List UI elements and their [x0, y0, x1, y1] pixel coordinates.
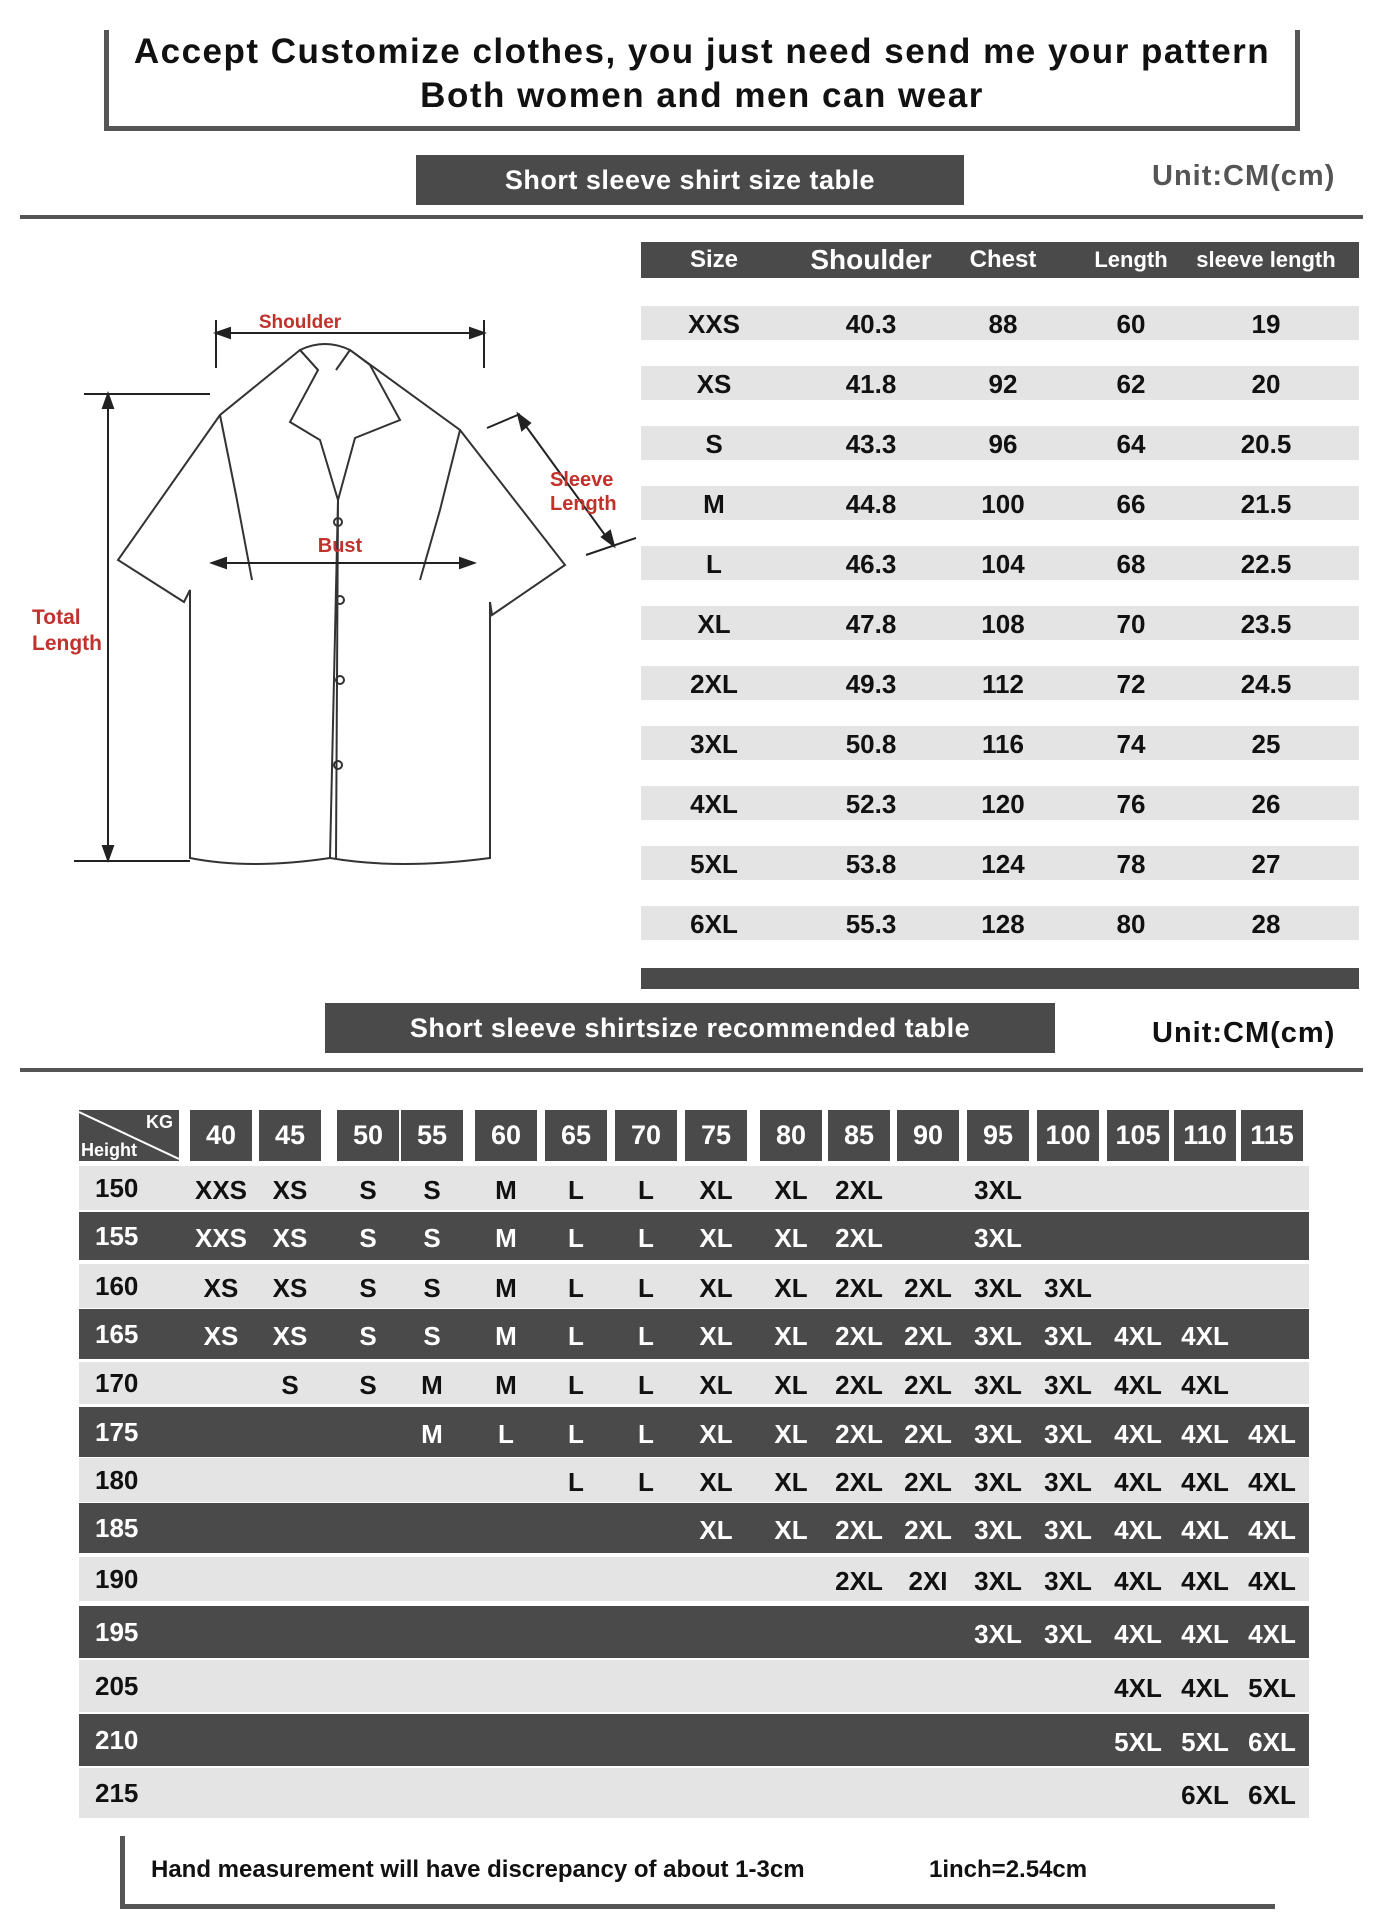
size-recommendation: 4XL [1248, 1619, 1296, 1649]
size-cell: 6XL [690, 909, 738, 939]
grid-row [79, 1264, 1309, 1308]
size-cell: 20.5 [1240, 429, 1292, 459]
size-cell: 44.8 [845, 489, 897, 519]
size-cell: 5XL [690, 849, 738, 879]
banner-line-1: Accept Customize clothes, you just need send me your pattern [133, 32, 1271, 71]
size-recommendation: M [421, 1419, 443, 1449]
size-recommendation: 4XL [1181, 1370, 1229, 1400]
size-recommendation: 2XL [835, 1175, 883, 1205]
size-cell: 124 [981, 849, 1025, 879]
size-recommendation: M [495, 1223, 517, 1253]
size-recommendation: 4XL [1181, 1566, 1229, 1596]
weight-header-cell: 70 [615, 1110, 677, 1161]
size-recommendation: 2XL [904, 1515, 952, 1545]
size-recommendation: L [568, 1273, 584, 1303]
size-cell: XXS [687, 309, 741, 339]
size-recommendation: S [423, 1223, 441, 1253]
size-recommendation: L [498, 1419, 514, 1449]
height-label: 170 [95, 1368, 139, 1398]
size-recommendation: S [281, 1370, 299, 1400]
height-label: 215 [95, 1778, 139, 1808]
size-recommendation: 3XL [974, 1273, 1022, 1303]
size-cell: 68 [1116, 549, 1146, 579]
size-recommendation: S [423, 1273, 441, 1303]
weight-header-cell: 55 [401, 1110, 463, 1161]
size-recommendation: 3XL [1044, 1515, 1092, 1545]
size-recommendation: S [359, 1370, 377, 1400]
size-cell: 66 [1116, 489, 1146, 519]
size-cell: 2XL [690, 669, 738, 699]
weight-header-cell: 40 [190, 1110, 252, 1161]
size-recommendation: 4XL [1248, 1467, 1296, 1497]
size-recommendation: 4XL [1181, 1619, 1229, 1649]
weight-header-cell: 65 [545, 1110, 607, 1161]
size-recommendation: 2XL [904, 1273, 952, 1303]
size-cell: 50.8 [845, 729, 897, 759]
size-recommendation: L [638, 1175, 654, 1205]
size-cell: 55.3 [845, 909, 897, 939]
height-label: 190 [95, 1564, 139, 1594]
height-label: 180 [95, 1465, 139, 1495]
size-table-title: Short sleeve shirt size table [416, 155, 964, 205]
measurement-note: Hand measurement will have discrepancy of about 1-3cm [151, 1856, 805, 1883]
size-row [641, 786, 1359, 820]
size-recommendation: 3XL [974, 1619, 1022, 1649]
size-cell: 100 [981, 489, 1025, 519]
size-recommendation: L [638, 1223, 654, 1253]
weight-header-cell: 45 [259, 1110, 321, 1161]
size-recommendation: L [568, 1175, 584, 1205]
shoulder-label: Shoulder [258, 312, 342, 333]
size-recommendation: 6XL [1248, 1780, 1296, 1810]
size-row [641, 666, 1359, 700]
size-cell: 88 [988, 309, 1018, 339]
size-recommendation: 4XL [1114, 1419, 1162, 1449]
size-recommendation: XL [774, 1273, 808, 1303]
size-recommendation: XL [699, 1321, 733, 1351]
size-recommendation: 3XL [1044, 1419, 1092, 1449]
size-cell: 46.3 [845, 549, 897, 579]
size-recommendation: 2XL [904, 1419, 952, 1449]
size-recommendation: 6XL [1248, 1727, 1296, 1757]
size-recommendation: 4XL [1248, 1566, 1296, 1596]
height-label: 185 [95, 1513, 139, 1543]
size-cell: 3XL [690, 729, 738, 759]
grid-row [79, 1362, 1309, 1404]
size-table-footer-bar [641, 968, 1359, 989]
weight-header-cell: 110 [1174, 1110, 1236, 1161]
size-cell: L [706, 549, 722, 579]
size-recommendation: 3XL [974, 1467, 1022, 1497]
size-cell: 108 [981, 609, 1025, 639]
weight-header-cell: 100 [1037, 1110, 1099, 1161]
size-recommendation: XS [203, 1321, 239, 1351]
size-cell: 76 [1116, 789, 1146, 819]
grid-row [79, 1557, 1309, 1601]
size-recommendation: 4XL [1181, 1467, 1229, 1497]
size-recommendation: 2XL [835, 1273, 883, 1303]
size-recommendation: 4XL [1114, 1467, 1162, 1497]
size-recommendation: 5XL [1181, 1727, 1229, 1757]
grid-row [79, 1309, 1309, 1359]
header-size: Size [689, 246, 739, 273]
size-recommendation: 3XL [974, 1321, 1022, 1351]
height-label: 210 [95, 1725, 139, 1755]
size-recommendation: 2XL [835, 1515, 883, 1545]
header-length: Length [1094, 247, 1168, 272]
size-row [641, 546, 1359, 580]
size-row [641, 426, 1359, 460]
size-recommendation: 3XL [974, 1419, 1022, 1449]
size-recommendation: XS [203, 1273, 239, 1303]
size-recommendation: XL [699, 1370, 733, 1400]
size-recommendation: 4XL [1114, 1515, 1162, 1545]
size-cell: 47.8 [845, 609, 897, 639]
size-row [641, 486, 1359, 520]
size-recommendation: 5XL [1114, 1727, 1162, 1757]
size-cell: 92 [988, 369, 1018, 399]
height-label: 160 [95, 1271, 139, 1301]
size-cell: M [703, 489, 725, 519]
size-row [641, 846, 1359, 880]
size-recommendation: S [359, 1321, 377, 1351]
size-cell: 112 [982, 669, 1024, 699]
size-cell: 74 [1116, 729, 1146, 759]
size-recommendation: 4XL [1181, 1673, 1229, 1703]
size-recommendation: 4XL [1248, 1515, 1296, 1545]
size-recommendation: L [638, 1273, 654, 1303]
size-recommendation: XL [774, 1419, 808, 1449]
grid-row [79, 1768, 1309, 1818]
size-cell: 41.8 [845, 369, 897, 399]
total-length-label-line2: Length [32, 632, 102, 655]
size-cell: 116 [982, 729, 1024, 759]
size-recommendation: L [568, 1370, 584, 1400]
header-chest: Chest [969, 246, 1037, 273]
size-cell: 25 [1251, 729, 1281, 759]
grid-row [79, 1166, 1309, 1210]
size-recommendation: M [495, 1273, 517, 1303]
size-recommendation: XL [774, 1175, 808, 1205]
size-recommendation: XXS [194, 1223, 248, 1253]
divider [20, 215, 1363, 219]
size-recommendation: XL [774, 1223, 808, 1253]
size-recommendation: 5XL [1248, 1673, 1296, 1703]
size-recommendation: 2XL [835, 1223, 883, 1253]
size-recommendation: L [638, 1370, 654, 1400]
size-recommendation: S [423, 1175, 441, 1205]
size-recommendation: 2XL [835, 1370, 883, 1400]
size-cell: 128 [981, 909, 1025, 939]
banner [104, 30, 1300, 131]
size-recommendation: 2XL [904, 1370, 952, 1400]
weight-header-cell: 90 [897, 1110, 959, 1161]
header-shoulder: Shoulder [810, 244, 932, 275]
weight-header-cell: 75 [685, 1110, 747, 1161]
size-recommendation: L [568, 1223, 584, 1253]
recommended-unit: Unit:CM(cm) [1152, 1017, 1336, 1049]
size-recommendation: 3XL [1044, 1273, 1092, 1303]
sleeve-label-line2: Length [550, 493, 617, 515]
size-recommendation: XXS [194, 1175, 248, 1205]
size-recommendation: XL [774, 1515, 808, 1545]
weight-header-cell: 115 [1241, 1110, 1303, 1161]
size-recommendation: 4XL [1181, 1515, 1229, 1545]
size-recommendation: 2XL [904, 1321, 952, 1351]
size-recommendation: 3XL [1044, 1467, 1092, 1497]
size-row [641, 726, 1359, 760]
size-recommendation: S [359, 1223, 377, 1253]
size-recommendation: 3XL [1044, 1370, 1092, 1400]
height-label: 205 [95, 1671, 139, 1701]
size-cell: 80 [1116, 909, 1146, 939]
grid-row [79, 1407, 1309, 1457]
size-recommendation: XL [774, 1467, 808, 1497]
recommended-table-title: Short sleeve shirtsize recommended table [325, 1003, 1055, 1053]
size-recommendation: XL [699, 1273, 733, 1303]
size-recommendation: 3XL [974, 1515, 1022, 1545]
size-cell: 49.3 [845, 669, 897, 699]
size-row [641, 906, 1359, 940]
size-cell: XL [697, 609, 731, 639]
size-recommendation: 4XL [1114, 1619, 1162, 1649]
grid-row [79, 1458, 1309, 1502]
size-cell: 78 [1116, 849, 1146, 879]
weight-header-cell: 60 [475, 1110, 537, 1161]
size-recommendation: L [638, 1467, 654, 1497]
size-recommendation: 2XI [908, 1566, 948, 1596]
size-cell: 24.5 [1240, 669, 1292, 699]
size-recommendation: XS [272, 1321, 308, 1351]
size-row [641, 366, 1359, 400]
size-recommendation: XL [699, 1175, 733, 1205]
size-cell: 72 [1116, 669, 1146, 699]
grid-row [79, 1714, 1309, 1766]
size-cell: 70 [1116, 609, 1146, 639]
size-recommendation: 4XL [1114, 1566, 1162, 1596]
size-cell: 19 [1251, 309, 1281, 339]
size-recommendation: 4XL [1114, 1673, 1162, 1703]
weight-header-cell: 105 [1107, 1110, 1169, 1161]
size-recommendation: 2XL [835, 1321, 883, 1351]
size-recommendation: L [638, 1321, 654, 1351]
corner-kg-label: KG [146, 1112, 173, 1132]
size-recommendation: 3XL [974, 1223, 1022, 1253]
size-cell: 53.8 [845, 849, 897, 879]
total-length-label-line1: Total [32, 606, 81, 629]
size-recommendation: XS [272, 1175, 308, 1205]
size-cell: 22.5 [1240, 549, 1292, 579]
size-recommendation: L [638, 1419, 654, 1449]
size-cell: 27 [1251, 849, 1281, 879]
grid-corner [79, 1110, 179, 1161]
height-label: 195 [95, 1617, 139, 1647]
size-row [641, 606, 1359, 640]
weight-header-cell: 85 [828, 1110, 890, 1161]
size-recommendation: L [568, 1467, 584, 1497]
size-cell: 62 [1116, 369, 1146, 399]
grid-row [79, 1503, 1309, 1553]
size-cell: 28 [1251, 909, 1281, 939]
size-cell: 21.5 [1240, 489, 1292, 519]
height-label: 155 [95, 1221, 139, 1251]
grid-row [79, 1660, 1309, 1712]
weight-header-cell: 80 [760, 1110, 822, 1161]
size-cell: 20 [1251, 369, 1281, 399]
size-recommendation: XL [699, 1419, 733, 1449]
size-recommendation: 3XL [974, 1175, 1022, 1205]
height-label: 165 [95, 1319, 139, 1349]
size-cell: 23.5 [1240, 609, 1292, 639]
size-recommendation: XS [272, 1223, 308, 1253]
size-recommendation: 2XL [904, 1467, 952, 1497]
size-recommendation: L [568, 1419, 584, 1449]
size-recommendation: 2XL [835, 1566, 883, 1596]
size-recommendation: XL [774, 1370, 808, 1400]
size-table-header [641, 242, 1359, 278]
size-cell: 104 [981, 549, 1025, 579]
size-recommendation: 3XL [1044, 1321, 1092, 1351]
banner-line-2: Both women and men can wear [420, 76, 984, 115]
size-recommendation: M [495, 1175, 517, 1205]
height-label: 150 [95, 1173, 139, 1203]
size-recommendation: 4XL [1181, 1321, 1229, 1351]
weight-header-cell: 95 [967, 1110, 1029, 1161]
size-recommendation: 6XL [1181, 1780, 1229, 1810]
size-cell: 64 [1116, 429, 1146, 459]
size-cell: 52.3 [845, 789, 897, 819]
size-recommendation: XL [699, 1515, 733, 1545]
shirt-diagram [0, 290, 640, 890]
size-recommendation: L [568, 1321, 584, 1351]
bust-label: Bust [317, 535, 363, 557]
divider [20, 1068, 1363, 1072]
size-cell: 96 [988, 429, 1018, 459]
inch-conversion: 1inch=2.54cm [929, 1856, 1088, 1883]
size-cell: 4XL [690, 789, 738, 819]
size-row [641, 306, 1359, 340]
size-recommendation: 2XL [835, 1467, 883, 1497]
size-cell: 26 [1251, 789, 1281, 819]
sleeve-label-line1: Sleeve [550, 469, 614, 491]
size-cell: 40.3 [845, 309, 897, 339]
size-cell: 60 [1116, 309, 1146, 339]
size-recommendation: XL [699, 1467, 733, 1497]
size-recommendation: 3XL [974, 1566, 1022, 1596]
corner-height-label: Height [81, 1140, 137, 1160]
grid-row [79, 1212, 1309, 1260]
size-recommendation: S [359, 1273, 377, 1303]
size-recommendation: XL [699, 1223, 733, 1253]
weight-header-cell: 50 [337, 1110, 399, 1161]
size-cell: 43.3 [845, 429, 897, 459]
size-recommendation: 3XL [1044, 1619, 1092, 1649]
size-recommendation: 2XL [835, 1419, 883, 1449]
size-unit: Unit:CM(cm) [1152, 160, 1336, 192]
size-recommendation: M [495, 1321, 517, 1351]
size-recommendation: M [495, 1370, 517, 1400]
size-recommendation: 4XL [1114, 1321, 1162, 1351]
size-recommendation: 3XL [974, 1370, 1022, 1400]
size-cell: 120 [981, 789, 1025, 819]
footer-note-box [120, 1836, 1275, 1909]
size-recommendation: M [421, 1370, 443, 1400]
header-sleeve-length: sleeve length [1196, 247, 1336, 272]
size-recommendation: 4XL [1114, 1370, 1162, 1400]
size-recommendation: S [423, 1321, 441, 1351]
height-label: 175 [95, 1417, 139, 1447]
size-recommendation: S [359, 1175, 377, 1205]
size-recommendation: XL [774, 1321, 808, 1351]
size-cell: S [705, 429, 723, 459]
size-cell: XS [696, 369, 732, 399]
size-recommendation: XS [272, 1273, 308, 1303]
grid-row [79, 1606, 1309, 1658]
size-recommendation: 4XL [1248, 1419, 1296, 1449]
size-recommendation: 3XL [1044, 1566, 1092, 1596]
size-recommendation: 4XL [1181, 1419, 1229, 1449]
